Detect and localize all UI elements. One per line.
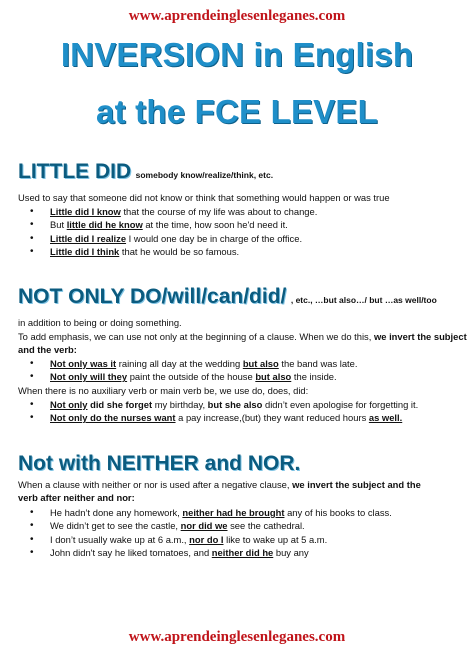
section3-examples	[30, 506, 460, 559]
page-title-line-1: INVERSION in English	[60, 36, 414, 73]
list-item: • Little did I think that he would be so famous.	[30, 245, 460, 258]
section-heading: LITTLE DID	[18, 160, 132, 183]
list-item: • Little did I know that the course of my life was about to change.	[30, 205, 460, 218]
list-item: • Little did I realize I would one day be in charge of the office.	[30, 232, 460, 245]
page-title-line-2: at the FCE LEVEL	[96, 93, 378, 130]
section-little-did-heading	[18, 160, 273, 184]
list-item: • He hadn’t done any homework, neither had he brought any of his books to class.	[30, 506, 460, 519]
section-neither-nor-heading	[18, 452, 300, 476]
list-item: • Not only do the nurses want a pay increase,(but) they want reduced hours as well.	[30, 411, 460, 424]
section2-do-does-did: When there is no auxiliary verb or main verb be, we use do, does, did:	[18, 385, 309, 396]
section-not-only-heading	[18, 285, 437, 309]
section1-intro: Used to say that someone did not know or think that something would happen or was true	[18, 192, 390, 203]
section1-examples	[30, 205, 460, 258]
list-item: • Not only will they paint the outside of the house but also the inside.	[30, 370, 460, 383]
list-item: • Not only did she forget my birthday, but she also didn’t even apologise for forgetting it.	[30, 398, 460, 411]
site-url-bottom: www.aprendeinglesenleganes.com	[128, 629, 346, 645]
section2-examples-a	[30, 357, 460, 384]
section2-definition: in addition to being or doing something.	[18, 317, 182, 328]
section2-examples-b	[30, 398, 460, 425]
section-heading: NOT ONLY DO/will/can/did/	[18, 285, 287, 308]
section2-explanation: To add emphasis, we can use not only at the beginning of a clause. When we do this, we invert the subject and the verb:	[18, 331, 467, 355]
site-url-top: www.aprendeinglesenleganes.com	[128, 8, 346, 24]
section-subheading: somebody know/realize/think, etc.	[135, 170, 274, 180]
list-item: • I don’t usually wake up at 6 a.m., nor do I like to wake up at 5 a.m.	[30, 533, 460, 546]
section-subheading: , etc., …but also…/ but …as well/too	[290, 295, 437, 305]
list-item: • John didn't say he liked tomatoes, and neither did he buy any	[30, 546, 460, 559]
list-item: • We didn’t get to see the castle, nor did we see the cathedral.	[30, 519, 460, 532]
section3-intro: When a clause with neither or nor is used after a negative clause, we invert the subject and the verb after neither and nor:	[18, 479, 421, 503]
list-item: • Not only was it raining all day at the wedding but also the band was late.	[30, 357, 460, 370]
section-heading: Not with NEITHER and NOR.	[18, 452, 301, 475]
list-item: • But little did he know at the time, how soon he'd need it.	[30, 218, 460, 231]
